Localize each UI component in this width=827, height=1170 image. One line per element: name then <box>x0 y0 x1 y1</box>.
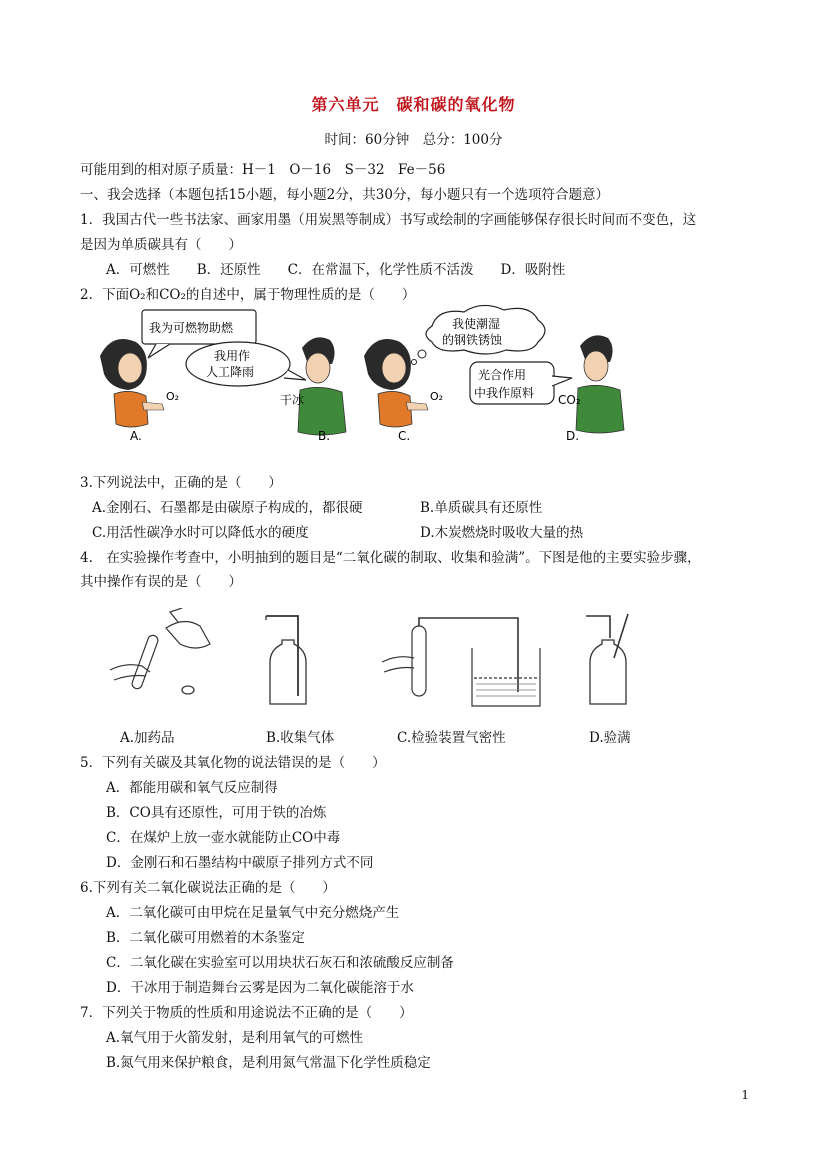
q5-option-d: D．金刚石和石墨结构中碳原子排列方式不同 <box>106 855 374 871</box>
airtightness-check-c <box>382 618 540 706</box>
boy-figure-d <box>576 335 624 433</box>
bubble-text-d1: 光合作用 <box>478 368 527 382</box>
bubble-text-a: 我为可燃物助燃 <box>149 321 234 335</box>
q6-option-d: D．干冰用于制造舞台云雾是因为二氧化碳能溶于水 <box>106 980 414 996</box>
formula-a: O₂ <box>166 390 180 403</box>
q3-option-a: A.金刚石、石墨都是由碳原子构成的，都很硬 <box>92 500 363 516</box>
q4-stem-cont: 其中操作有误的是（ ） <box>80 574 242 590</box>
q4-label-d: D.验满 <box>589 730 631 746</box>
section-heading: 一、我会选择（本题包括15小题，每小题2分，共30分，每小题只有一个选项符合题意） <box>80 187 609 203</box>
q5-stem: 5．下列有关碳及其氧化物的说法错误的是（ ） <box>80 755 386 771</box>
page-title: 第六单元 碳和碳的氧化物 <box>311 95 516 114</box>
bubble-text-c1: 我使潮湿 <box>452 317 501 331</box>
bubble-text-b1: 我用作 <box>214 349 251 363</box>
q1-stem: 1．我国古代一些书法家、画家用墨（用炭黑等制成）书写或绘制的字画能够保存很长时间而不变色，这 <box>80 212 697 228</box>
q6-option-b: B．二氧化碳可用燃着的木条鉴定 <box>106 930 305 946</box>
q5-option-a: A．都能用碳和氧气反应制得 <box>106 780 278 796</box>
formula-c: O₂ <box>430 390 444 403</box>
gas-bottle-b <box>266 616 306 704</box>
adding-reagent-figure <box>110 608 210 694</box>
q3-option-b: B.单质碳具有还原性 <box>420 500 543 516</box>
q6-option-a: A．二氧化碳可由甲烷在足量氧气中充分燃烧产生 <box>106 905 400 921</box>
formula-b: 干冰 <box>280 393 305 407</box>
q3-option-c: C.用活性碳净水时可以降低水的硬度 <box>92 525 309 541</box>
q7-stem: 7．下列关于物质的性质和用途说法不正确的是（ ） <box>80 1005 413 1021</box>
boy-figure-b <box>298 337 346 435</box>
bubble-text-b2: 人工降雨 <box>206 365 255 379</box>
q2-illustration <box>92 304 742 450</box>
q1-stem-cont: 是因为单质碳具有（ ） <box>80 237 242 253</box>
panel-letter-c: C. <box>398 429 411 443</box>
q2-stem: 2．下面O₂和CO₂的自述中，属于物理性质的是（ ） <box>80 287 416 303</box>
panel-letter-a: A. <box>130 429 142 443</box>
q4-label-a: A.加药品 <box>120 730 175 746</box>
q6-option-c: C．二氧化碳在实验室可以用块状石灰石和浓硫酸反应制备 <box>106 955 454 971</box>
q3-stem: 3.下列说法中，正确的是（ ） <box>80 475 282 491</box>
q7-option-a: A.氧气用于火箭发射，是利用氧气的可燃性 <box>106 1030 364 1046</box>
bubble-text-d2: 中我作原料 <box>474 386 535 400</box>
gas-bottle-d <box>586 614 628 704</box>
formula-d: CO₂ <box>558 393 581 407</box>
q4-stem: 4. 在实验操作考查中，小明抽到的题目是“二氧化碳的制取、收集和验满”。下图是他的主要实验步骤， <box>80 550 701 566</box>
q4-label-c: C.检验装置气密性 <box>397 730 506 746</box>
q5-option-c: C．在煤炉上放一壶水就能防止CO中毒 <box>106 830 341 846</box>
panel-letter-d: D. <box>566 429 580 443</box>
panel-letter-b: B. <box>318 429 331 443</box>
exam-info: 时间：60分钟 总分：100分 <box>324 132 503 148</box>
q3-option-d: D.木炭燃烧时吸收大量的热 <box>420 525 584 541</box>
page-number: 1 <box>741 1088 749 1102</box>
q4-label-b: B.收集气体 <box>266 730 335 746</box>
q5-option-b: B．CO具有还原性，可用于铁的冶炼 <box>106 805 327 821</box>
q4-apparatus <box>100 608 660 712</box>
bubble-text-c2: 的钢铁锈蚀 <box>442 333 503 347</box>
atomic-masses: 可能用到的相对原子质量：H－1 O－16 S－32 Fe－56 <box>80 162 446 178</box>
q6-stem: 6.下列有关二氧化碳说法正确的是（ ） <box>80 880 336 896</box>
q1-options: A．可燃性 B．还原性 C．在常温下，化学性质不活泼 D．吸附性 <box>106 262 566 278</box>
q7-option-b: B.氮气用来保护粮食，是利用氮气常温下化学性质稳定 <box>106 1055 431 1071</box>
